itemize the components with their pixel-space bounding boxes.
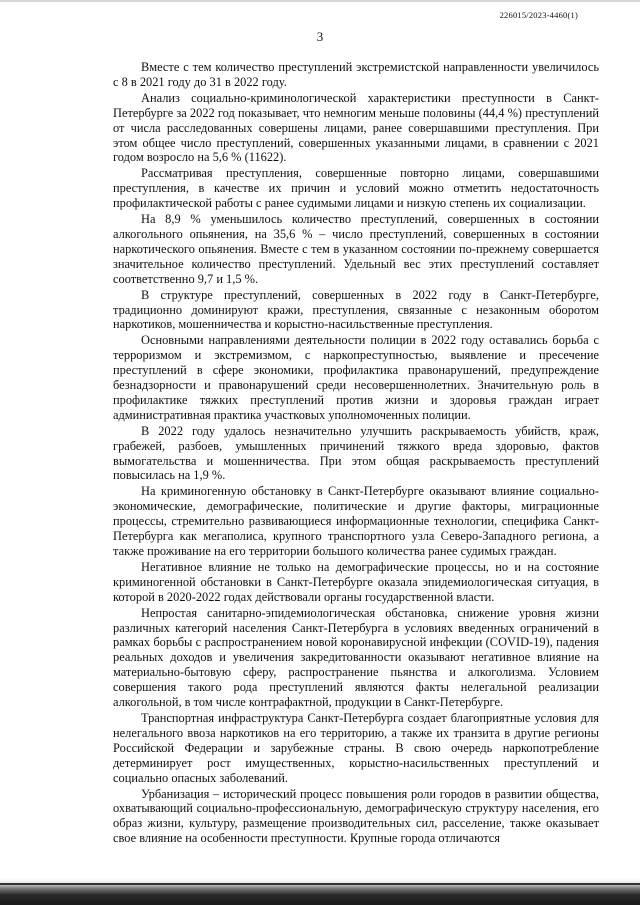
paragraph: В структуре преступлений, совершенных в 2022 году в Санкт-Петербурге, традиционно доминируют кражи, преступления, связанные с незаконным оборотом наркотиков, мошенничества и корыстно-насильственные преступления. [113,287,599,332]
paragraph: Урбанизация – исторический процесс повышения роли городов в развитии общества, охватывающий социально-профессиональную, демографическую структуру населения, его образ жизни, культуру, размещение производительных сил, расселение, также оказывает свое влияние на особенности преступности. Крупные города отличаются [113,786,599,846]
scan-top-edge [0,0,640,2]
paragraph: Транспортная инфраструктура Санкт-Петербурга создает благоприятные условия для нелегального ввоза наркотиков на его территорию, а также их транзита в другие регионы Российской Федерации и зарубежные страны. В свою очередь наркопотребление детерминирует рост имущественных, корыстно-насильственных преступлений и социально опасных заболеваний. [113,710,599,785]
page-number: 3 [316,29,324,44]
paragraph: Вместе с тем количество преступлений экстремистской направленности увеличилось с 8 в 2021 году до 31 в 2022 году. [113,60,599,89]
paragraph: Основными направлениями деятельности полиции в 2022 году оставались борьба с терроризмом и экстремизмом, с наркопреступностью, выявление и пресечение преступлений в сфере экономики, профилактика правонарушений, предупреждение безнадзорности и правонарушений среди несовершеннолетних. Значительную роль в профилактике тяжких преступлений против жизни и здоровья граждан играет административная практика участковых уполномоченных полиции. [113,333,599,422]
document-number: 226015/2023-4460(1) [499,10,578,20]
paragraph: Рассматривая преступления, совершенные повторно лицами, совершавшими преступления, в качестве их причин и условий можно отметить недостаточность профилактической работы с ранее судимыми лицами и низкую степень их социализации. [113,166,599,211]
paragraph: В 2022 году удалось незначительно улучшить раскрываемость убийств, краж, грабежей, разбоев, умышленных причинений тяжкого вреда здоровью, фактов вымогательства и мошенничества. При этом общая раскрываемость преступлений повысилась на 1,9 %. [113,423,599,483]
paragraph: Анализ социально-криминологической характеристики преступности в Санкт-Петербурге за 2022 год показывает, что немногим меньше половины (44,4 %) преступлений от числа расследованных совершены лицами, ранее совершавшими преступления. При этом общее число преступлений, совершенных указанными лицами, в сравнении с 2021 годом возросло на 5,6 % (11622). [113,90,599,165]
paragraph: На криминогенную обстановку в Санкт-Петербурге оказывают влияние социально-экономические, демографические, политические и другие факторы, миграционные процессы, стремительно развивающиеся информационные технологии, специфика Санкт-Петербурга как мегаполиса, крупного транспортного узла Северо-Западного региона, а также проживание на его территории большого количества ранее судимых граждан. [113,484,599,558]
document-body [113,60,599,847]
paragraph: Негативное влияние не только на демографические процессы, но и на состояние криминогенной обстановки в Санкт-Петербурге оказала эпидемиологическая ситуация, в которой в 2020-2022 годах действовали органы государственной власти. [113,559,599,604]
paragraph: Непростая санитарно-эпидемиологическая обстановка, снижение уровня жизни различных категорий населения Санкт-Петербурга в условиях введенных ограничений в рамках борьбы с распространением новой коронавирусной инфекции (COVID-19), падения реальных доходов и увеличения закредитованности оказывают негативное влияние на материально-бытовую сферу, распространение пьянства и алкоголизма. Условием совершения такого рода преступлений являются факты нелегальной реализации алкогольной, в том числе контрафактной, продукции в Санкт-Петербурге. [113,605,599,710]
scan-bottom-edge [0,878,640,905]
paragraph: На 8,9 % уменьшилось количество преступлений, совершенных в состоянии алкогольного опьянения, на 35,6 % – число преступлений, совершенных в состоянии наркотического опьянения. Вместе с тем в указанном состоянии по-прежнему совершается значительное количество преступлений. Удельный вес этих преступлений составляет соответственно 9,7 и 1,5 %. [113,212,599,286]
